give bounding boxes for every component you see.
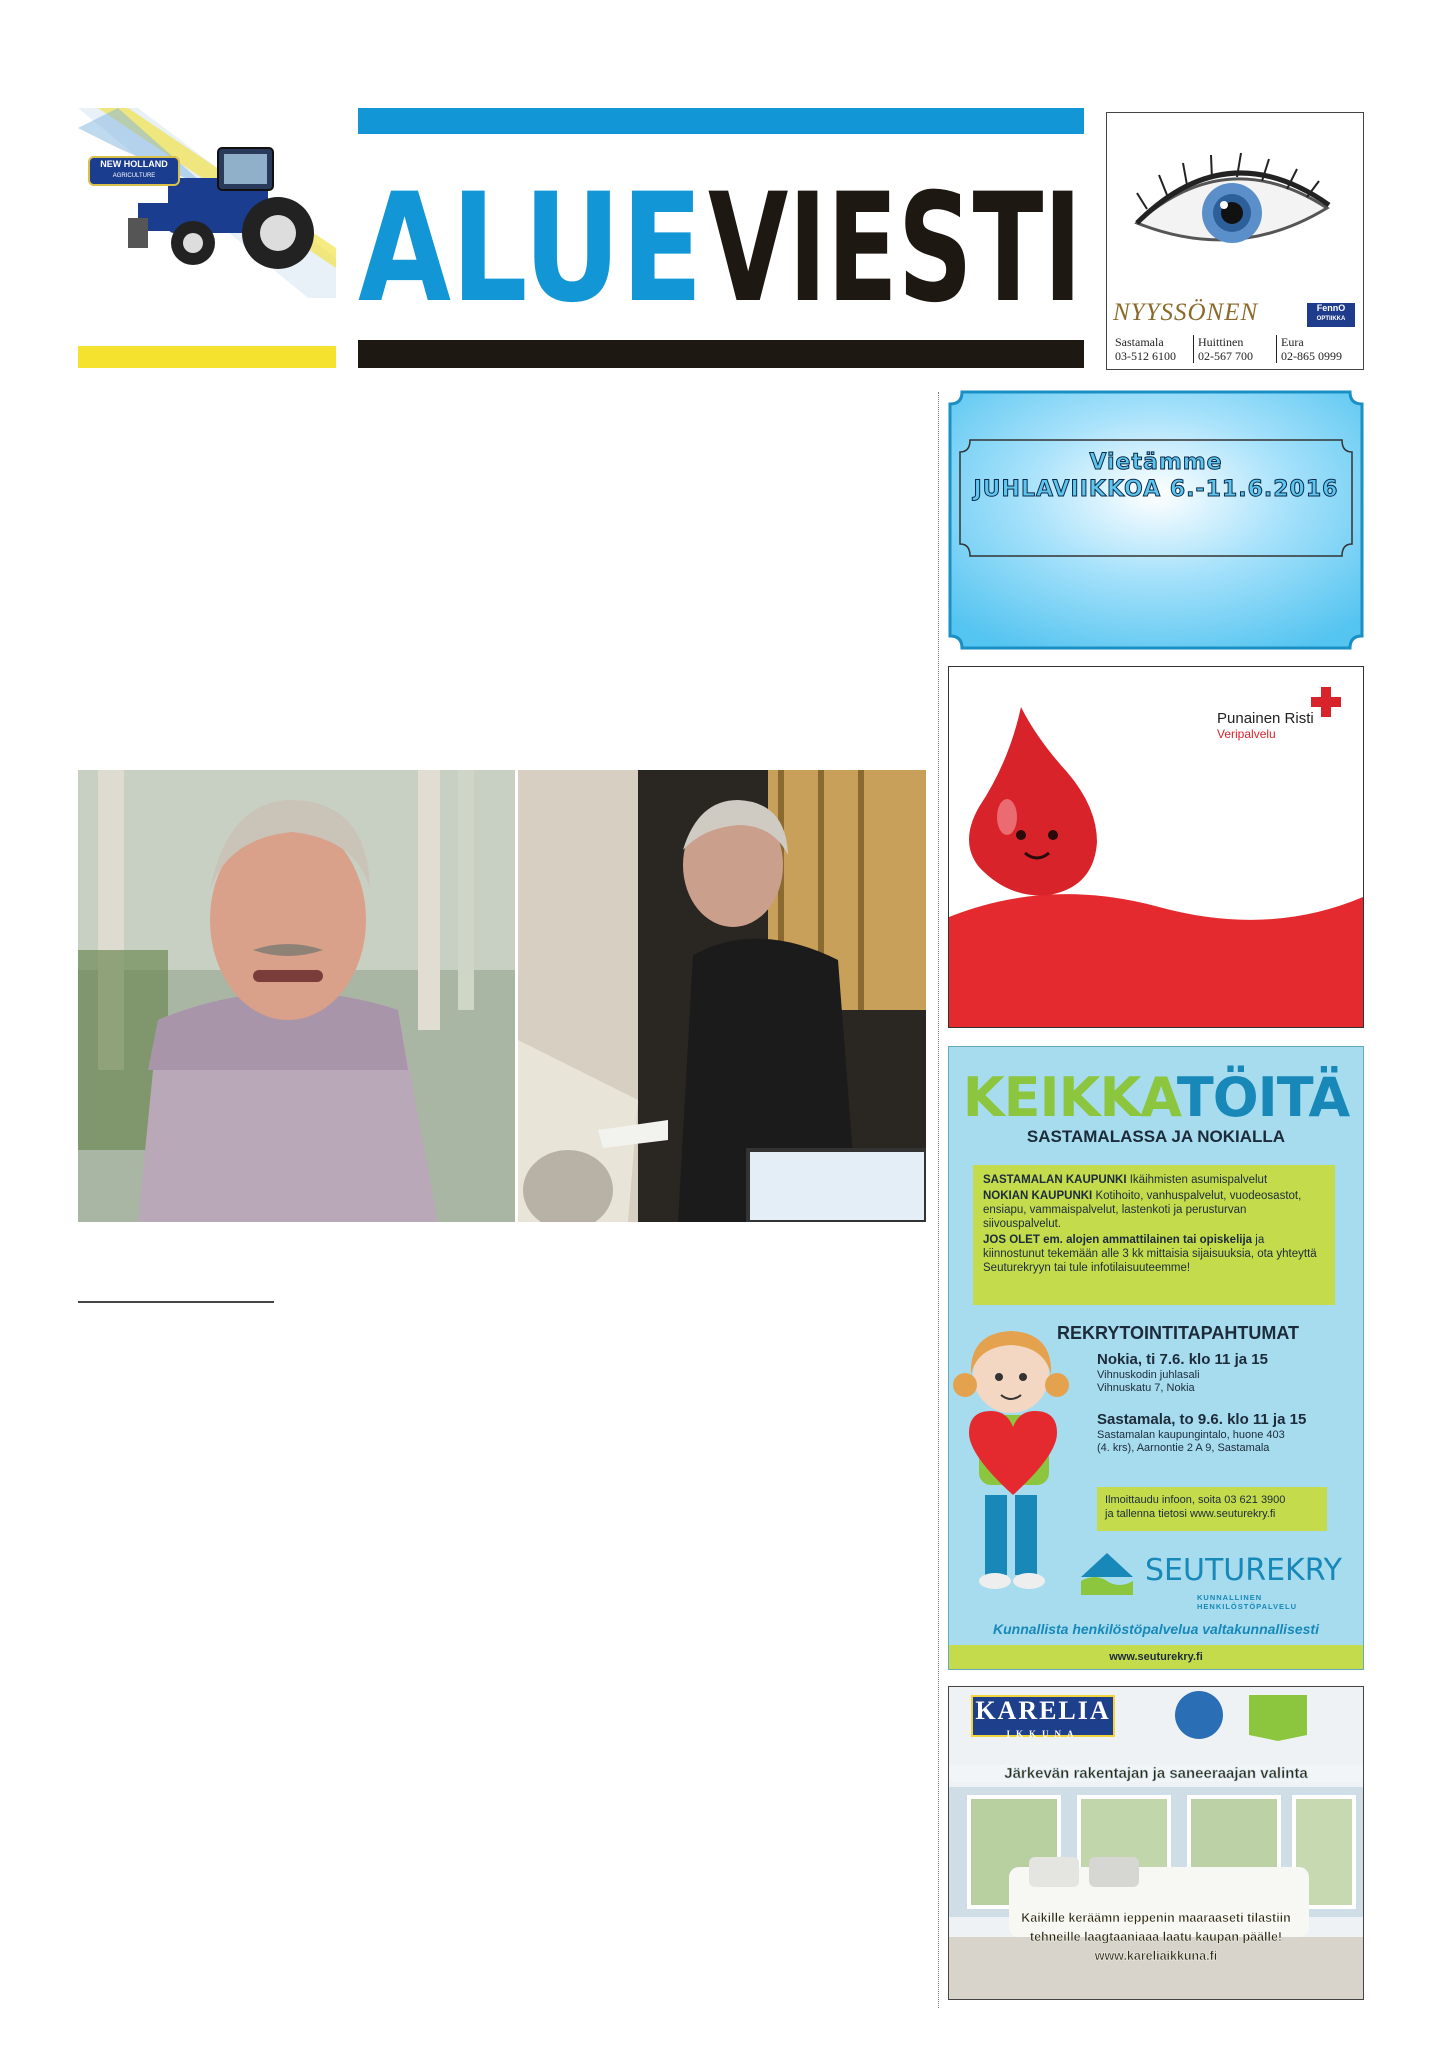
- optician-locations: [1111, 335, 1359, 363]
- keikka-info-box: SASTAMALAN KAUPUNKI Ikäihmisten asumispalvelut NOKIAN KAUPUNKI Kotihoito, vanhuspalvelut, vuodeosastot, ensiapu, vammaispalvelut, lastenkoti ja perusturvan siivouspalvelut. JOS OLET em. alojen ammattilainen tai opiskelija ja kiinnostunut tekemään alle 3 kk mittaisia sijaisuuksia, ota yhteyttä Seuturekryyn tai tule infotilaisuuteemme!: [973, 1165, 1335, 1305]
- karelia-slogan: Järkevän rakentajan ja saneeraajan valinta: [949, 1765, 1363, 1782]
- tractor-illustration: [78, 108, 336, 298]
- masthead-title-viesti: VIESTI: [708, 162, 1082, 320]
- portrait-photo: [78, 770, 515, 1222]
- photo-elderly-man-portrait[interactable]: [78, 770, 515, 1222]
- karelia-ikkuna-advertisement[interactable]: [948, 1686, 1364, 2000]
- eye-illustration: [1107, 113, 1363, 293]
- juhlaviikko-advertisement[interactable]: [948, 390, 1364, 650]
- keikka-slogan: Kunnallista henkilöstöpalvelua valtakunnallisesti: [993, 1621, 1319, 1637]
- event-sastamala: Sastamala, to 9.6. klo 11 ja 15 Sastamalan kaupungintalo, huone 403 (4. krs), Aarnontie 2 A 9, Sastamala: [1097, 1411, 1307, 1454]
- juhlaviikko-text: Vietämme JUHLAVIIKKOA 6.-11.6.2016: [973, 450, 1339, 502]
- masthead-top-bar: [358, 108, 1084, 134]
- speaker-photo: [518, 770, 926, 1222]
- keikka-title: KEIKKATÖITÄ: [962, 1066, 1350, 1129]
- keikka-signup-box: Ilmoittaudu infoon, soita 03 621 3900 ja tallenna tietosi www.seuturekry.fi: [1097, 1487, 1327, 1531]
- red-cross-service: Veripalvelu: [1217, 727, 1276, 741]
- masthead-bottom-bar: [358, 340, 1084, 368]
- keikka-subtitle: SASTAMALASSA JA NOKIALLA: [1026, 1127, 1286, 1146]
- events-title: REKRYTOINTITAPAHTUMAT: [1057, 1323, 1299, 1343]
- seuturekry-logo-icon: [1079, 1551, 1135, 1597]
- seuturekry-logo: SEUTUREKRY: [1145, 1553, 1342, 1588]
- red-cross-name: Punainen Risti: [1217, 710, 1314, 727]
- karelia-logo: KARELIA IKKUNA: [971, 1695, 1115, 1737]
- juhlaviikko-frame: [948, 390, 1364, 650]
- karelia-offer-text: Kaikille keräämn ieppenin maaraaseti tilastiin tehneille laagtaaniaaa laatu kaupan päälle! www.kareliaikkuna.fi: [949, 1909, 1363, 1966]
- location-item: Eura 02-865 0999: [1276, 335, 1359, 363]
- location-item: Sastamala 03-512 6100: [1115, 335, 1176, 363]
- girl-with-heart-illustration: [949, 1315, 1099, 1645]
- new-holland-logo: NEW HOLLAND AGRICULTURE: [88, 156, 180, 186]
- column-divider: [938, 392, 939, 2008]
- seuturekry-logo-subtitle: KUNNALLINEN HENKILÖSTÖPALVELU: [1197, 1593, 1298, 1611]
- keikkatoita-advertisement[interactable]: [948, 1046, 1364, 1670]
- yellow-accent-bar: [78, 346, 336, 368]
- article-rule: [78, 1301, 274, 1303]
- event-nokia: Nokia, ti 7.6. klo 11 ja 15 Vihnuskodin juhlasali Vihnuskatu 7, Nokia: [1097, 1351, 1268, 1394]
- location-item: Huittinen 02-567 700: [1193, 335, 1276, 363]
- fenno-logo: FennO OPTIIKKA: [1307, 303, 1355, 327]
- optician-advertisement[interactable]: [1106, 112, 1364, 370]
- masthead-title-alue: ALUE: [358, 162, 703, 320]
- alueviesti-logo: [358, 150, 1084, 320]
- red-cross-advertisement[interactable]: [948, 666, 1364, 1028]
- karelia-url[interactable]: www.kareliaikkuna.fi: [1094, 1949, 1218, 1963]
- keikka-url[interactable]: www.seuturekry.fi: [949, 1645, 1363, 1669]
- tractor-advertisement[interactable]: [78, 108, 336, 298]
- photo-man-speaking[interactable]: [518, 770, 926, 1222]
- optician-name: NYYSSÖNEN: [1113, 299, 1259, 326]
